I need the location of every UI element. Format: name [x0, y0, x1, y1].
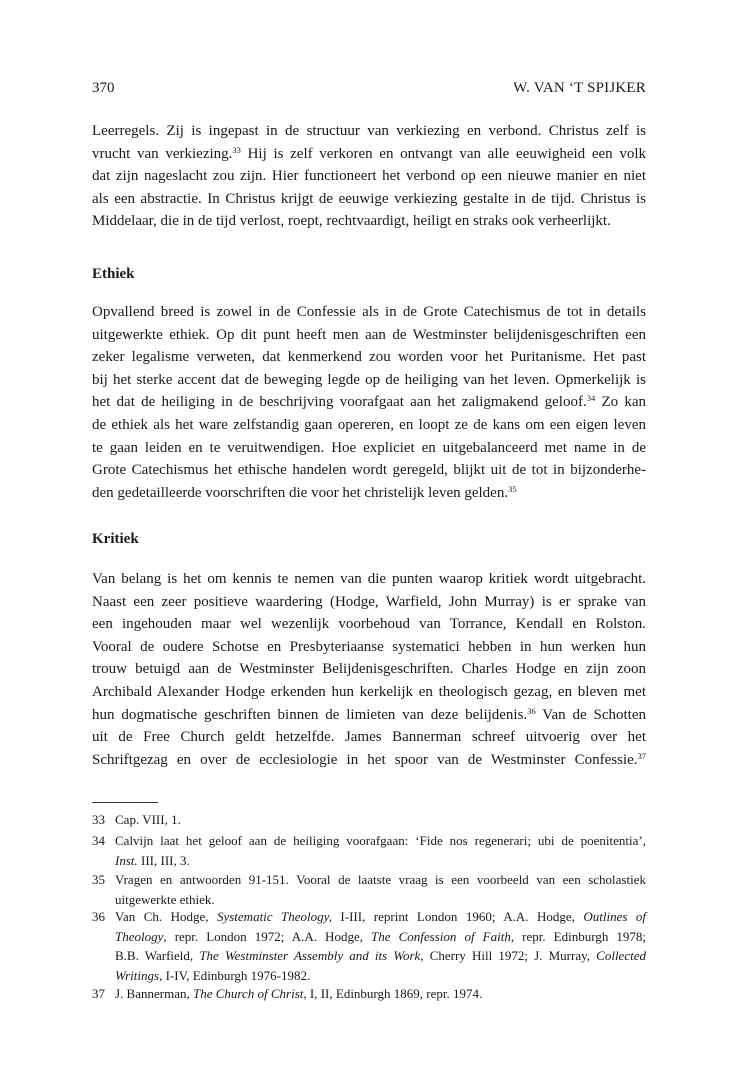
text-line: uitgewerkte ethiek. Op dit punt heeft men aan de Westminster belijdenisgeschriften een	[92, 326, 646, 343]
text-line: Opvallend breed is zowel in de Confessie als in de Grote Catechismus de tot in details	[92, 304, 646, 320]
text-line: Middelaar, die in de tijd verlost, roept, rechtvaardigt, heiligt en straks ook verheerlijkt.	[92, 213, 611, 230]
intro-paragraph	[92, 120, 646, 233]
footnote-text: uitgewerkte ethiek.	[115, 891, 215, 907]
page-number: 370	[92, 80, 115, 96]
text-line: uit de Free Church geldt hetzelfde. James Bannerman schreef uitvoerig over het	[92, 729, 646, 746]
footnote-33	[92, 810, 646, 830]
text-line: trouw betuigd aan de Westminster Belijdenisgeschriften. Charles Hodge en zijn zoon	[92, 661, 646, 678]
footnote-text: J. Bannerman, The Church of Christ, I, II, Edinburgh 1869, repr. 1974.	[115, 986, 483, 1001]
text-line: Naast een zeer positieve waardering (Hodge, Warfield, John Murray) is er sprake van	[92, 593, 646, 610]
footnote-text: Calvijn laat het geloof aan de heiliging voorafgaan: ‘Fide nos regenerari; ubi de poenitentia’,	[115, 833, 646, 848]
footnote-text: Theology, repr. London 1972; A.A. Hodge, The Confession of Faith, repr. Edinburgh 1978;	[115, 928, 647, 944]
text-line: te gaan leiden en te veruitwendigen. Hoe expliciet en uitgebalanceerd met name in de	[92, 439, 646, 456]
text-line: Schriftgezag en over de ecclesiologie in het spoor van de Westminster Confessie.$^{37}$	[92, 750, 646, 768]
footnote-separator	[92, 802, 158, 803]
footnote-number: 36	[92, 909, 105, 924]
text-line: Archibald Alexander Hodge erkenden hun kerkelijk en theologisch gezag, en bleven met	[92, 683, 646, 700]
section-heading-kritiek: Kritiek	[92, 531, 139, 547]
text-line: zeker legalisme verweten, dat kenmerkend zou worden voor het Puritanisme. Het past	[92, 349, 646, 366]
footnote-text: B.B. Warfield, The Westminster Assembly and its Work, Cherry Hill 1972; J. Murray, Collected	[115, 948, 646, 963]
footnote-text: Van Ch. Hodge, Systematic Theology, I-III, reprint London 1960; A.A. Hodge, Outlines of	[115, 909, 646, 924]
footnote-text: Writings, I-IV, Edinburgh 1976-1982.	[115, 967, 311, 983]
footnote-35	[92, 870, 646, 909]
text-line: het dat de heiliging in de beschrijving voorafgaat aan het zaligmakend geloof.$^{34}$ Zo kan	[92, 393, 646, 411]
text-line: vrucht van verkiezing.$^{33}$ Hij is zelf verkoren en ontvangt van alle eeuwigheid een volk	[92, 144, 646, 162]
text-line: den gedetailleerde voorschriften die voor het christelijk leven gelden.$^{35}$	[92, 483, 517, 501]
footnote-text: Cap. VIII, 1.	[115, 812, 181, 827]
footnote-number: 35	[92, 872, 105, 887]
footnote-ref[interactable]: 34	[586, 393, 596, 404]
text-line: hun dogmatische geschriften binnen de limieten van deze belijdenis.$^{36}$ Van de Schotten	[92, 705, 646, 723]
text-line: een ingehouden maar wel wezenlijk voorbehoud van Torrance, Kendall en Rolston.	[92, 616, 646, 633]
footnote-number: 37	[92, 986, 105, 1001]
text-line: Grote Catechismus het ethische handelen wordt geregeld, blijkt uit de tot in bijzonderhe-	[92, 462, 646, 479]
text-line: de ethiek als het ware zelfstandig gaan opereren, en loopt ze de kans om een eigen leven	[92, 416, 646, 433]
footnote-34	[92, 831, 646, 870]
text-line: Vooral de oudere Schotse en Presbyteriaanse systematici hebben in hun werken hun	[92, 638, 646, 655]
footnote-text: Inst. III, III, 3.	[115, 852, 190, 868]
text-line: Van belang is het om kennis te nemen van die punten waarop kritiek wordt uitgebracht.	[92, 571, 646, 587]
footnote-37	[92, 984, 646, 1004]
text-line: bij het sterke accent dat de beweging legde op de heiliging van het leven. Opmerkelijk is	[92, 371, 646, 388]
footnote-ref[interactable]: 35	[508, 483, 517, 494]
text-line: als een abstractie. In Christus krijgt de eeuwige verkiezing gestalte in de tijd. Christus is	[92, 190, 646, 207]
running-head-author: W. VAN ‘T SPIJKER	[513, 80, 646, 96]
text-line: Leerregels. Zij is ingepast in de structuur van verkiezing en verbond. Christus zelf is	[92, 123, 646, 139]
footnote-number: 33	[92, 812, 105, 827]
kritiek-paragraph	[92, 568, 646, 771]
footnote-ref[interactable]: 36	[527, 705, 536, 716]
ethiek-paragraph	[92, 301, 646, 504]
footnote-text: Vragen en antwoorden 91-151. Vooral de laatste vraag is een voorbeeld van een scholastiek	[115, 872, 646, 887]
text-line: dat zijn nageslacht zou zijn. Hier functioneert het verbond op een nieuwe manier en niet	[92, 168, 646, 185]
footnote-36	[92, 907, 646, 985]
section-heading-ethiek: Ethiek	[92, 266, 135, 282]
footnote-number: 34	[92, 833, 105, 848]
footnote-ref[interactable]: 33	[232, 144, 241, 155]
footnote-ref[interactable]: 37	[637, 750, 646, 761]
